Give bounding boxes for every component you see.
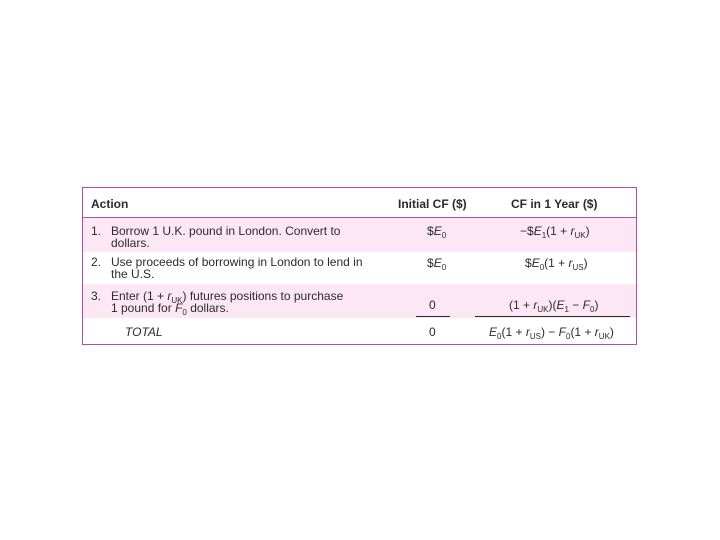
header-cf-1-year: CF in 1 Year ($) bbox=[511, 197, 598, 211]
table-row bbox=[83, 284, 636, 318]
sum-underline bbox=[416, 316, 450, 317]
row-action-line: the U.S. bbox=[111, 267, 155, 281]
row-action-line: dollars. bbox=[111, 236, 150, 250]
initial-cf-value: 0 bbox=[429, 298, 436, 312]
total-label: TOTAL bbox=[125, 325, 163, 339]
arbitrage-table bbox=[82, 187, 637, 345]
row-action-line: 1 pound for $F_0$ dollars. bbox=[111, 301, 229, 317]
cf-1-year-value: $-\$E_1(1 + r_{UK})$ bbox=[520, 224, 590, 240]
row-action-line: Use proceeds of borrowing in London to lend in bbox=[111, 255, 363, 269]
row-number: 1. bbox=[91, 224, 102, 238]
cf-1-year-value: $\$E_0(1 + r_{US})$ bbox=[525, 256, 588, 272]
header-action: Action bbox=[91, 197, 129, 211]
row-action bbox=[111, 225, 340, 249]
initial-cf-value: $\$E_0$ bbox=[427, 224, 447, 240]
row-action-line: Borrow 1 U.K. pound in London. Convert to bbox=[111, 224, 341, 238]
row-action-line: Enter $(1 + r_{UK})$ futures positions to purchase bbox=[111, 289, 344, 305]
table-row-total bbox=[83, 318, 636, 344]
initial-cf-value: $\$E_0$ bbox=[427, 256, 447, 272]
row-number: 3. bbox=[91, 289, 102, 303]
cf-1-year-total: $E_0(1 + r_{US}) - F_0(1 + r_{UK})$ bbox=[489, 325, 614, 341]
table-row bbox=[83, 252, 636, 284]
row-action bbox=[111, 256, 363, 280]
initial-cf-total: 0 bbox=[429, 325, 436, 339]
row-number: 2. bbox=[91, 255, 102, 269]
table-header bbox=[83, 187, 636, 218]
cf-1-year-value: $(1 + r_{UK})(E_1 - F_0)$ bbox=[509, 298, 599, 314]
row-action bbox=[111, 289, 344, 317]
table-row bbox=[83, 218, 636, 252]
sum-underline bbox=[475, 316, 630, 317]
header-initial-cf: Initial CF ($) bbox=[398, 197, 467, 211]
